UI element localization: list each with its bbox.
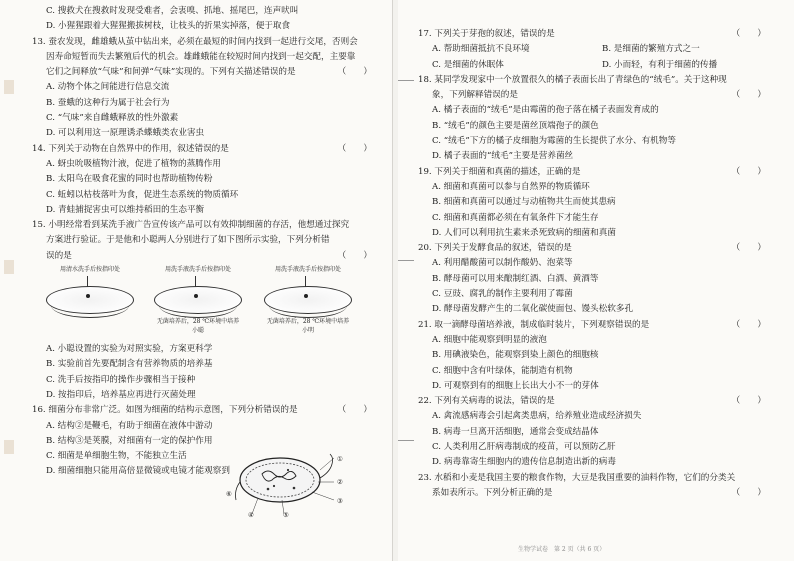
binding-mark: [4, 440, 14, 454]
answer-blank[interactable]: （ ）: [731, 90, 766, 101]
answer-option: [418, 455, 772, 470]
answer-blank[interactable]: （ ）: [731, 29, 766, 39]
question-stem: [418, 27, 772, 42]
line-text: B. 太阳鸟在吸食花蜜的同时也帮助植物传粉: [46, 174, 213, 185]
answer-blank[interactable]: （ ）: [337, 250, 372, 261]
question-continuation: [32, 65, 378, 80]
diagram-label: ⑤: [283, 511, 289, 519]
right-column: [418, 27, 772, 501]
question-stem: [32, 218, 378, 233]
answer-option: [418, 409, 772, 424]
line-text: A. 动物个体之间能进行信息交流: [46, 82, 170, 93]
line-text: C. 搜救犬在搜救时发现受难者，会衷嗅、抓地、摇尾巴，连声吠叫: [46, 6, 299, 16]
answer-option: [32, 96, 378, 111]
binding-mark: [4, 80, 14, 94]
line-text: 因寿命短暂而失去繁殖后代的机会。雄雌蛾能在较短时间内找到一起交配，主要靠: [46, 51, 356, 62]
question-continuation: [418, 88, 772, 103]
line-text: D. 橘子表面的“绒毛”主要是营养菌丝: [432, 151, 574, 162]
answer-option: [418, 440, 772, 455]
answer-blank[interactable]: （ ）: [731, 166, 766, 177]
right-page: [398, 0, 794, 561]
answer-option: [418, 364, 772, 379]
question-continuation: [32, 249, 378, 264]
answer-blank[interactable]: （ ）: [731, 243, 766, 254]
line-text: 23. 水稻和小麦是我国主要的粮食作物，大豆是我国重要的油料作物，它们的分类关: [418, 472, 736, 483]
line-text: B. “绒毛”的颜色主要是菌丝顶端孢子的颜色: [432, 120, 599, 131]
answer-option: [418, 256, 772, 271]
line-text: 16. 细菌分布非常广泛。如图为细菌的结构示意图，下列分析错误的是: [32, 405, 298, 416]
answer-option: [32, 126, 378, 141]
dish-plate: [46, 286, 134, 314]
binding-mark: [4, 260, 14, 274]
question-stem: [32, 142, 378, 157]
answer-option: [32, 357, 378, 372]
answer-blank[interactable]: （ ）: [731, 319, 766, 330]
line-text: A. 细胞中能观察到明显的液泡: [432, 334, 547, 345]
answer-option: [32, 188, 378, 203]
petri-dish: [42, 266, 138, 338]
dish-caption: 用洗手液洗手后按指印处: [274, 266, 341, 274]
line-text: A. 禽流感病毒会引起禽类患病，给养殖业造成经济损失: [432, 411, 642, 422]
answer-option: [418, 425, 772, 440]
line-text: 14. 下列关于动物在自然界中的作用，叙述错误的是: [32, 143, 229, 154]
line-text: 21. 取一滴酵母菌培养液，制成临时装片，下列观察错误的是: [418, 319, 650, 330]
dish-note: 无菌培养后，28 ℃环境中培养: [156, 318, 240, 326]
option-text: C. 是细菌的休眠体: [432, 59, 504, 70]
line-text: 18. 某同学发现家中一个放置很久的橘子表面长出了青绿色的“绒毛”。关于这种现: [418, 74, 727, 85]
line-text: C. 细胞中含有叶绿体，能制造有机物: [432, 365, 573, 376]
answer-option: [32, 203, 378, 218]
line-text: 20. 下列关于发酵食品的叙述，错误的是: [418, 243, 572, 254]
diagram-label: ④: [248, 511, 254, 519]
option-text: A. 帮助细菌抵抗不良环境: [432, 44, 530, 55]
answer-option: [418, 302, 772, 317]
answer-blank[interactable]: （ ）: [337, 67, 372, 78]
petri-dish: [150, 266, 246, 338]
question-continuation: [32, 50, 378, 65]
line-text: C. 豆豉、腐乳的制作主要利用了霉菌: [432, 289, 573, 300]
question-stem: [32, 403, 378, 418]
question-continuation: [418, 486, 772, 501]
line-text: 22. 下列有关病毒的说法，错误的是: [418, 396, 555, 407]
line-text: 误的是: [46, 250, 72, 261]
line-text: C. 细菌和真菌都必须在有氧条件下才能生存: [432, 212, 599, 223]
line-text: D. 细菌细胞只能用高倍显微镜或电镜才能观察到: [46, 466, 230, 477]
line-text: C. “绒毛”下方的橘子皮细胞为霉菌的生长提供了水分、有机物等: [432, 136, 676, 147]
answer-option: [32, 388, 378, 403]
line-text: C. 洗手后按指印的操作步骤相当于接种: [46, 374, 196, 385]
diagram-label: ⑥: [226, 490, 232, 498]
answer-option: [418, 195, 772, 210]
answer-option: [32, 342, 378, 357]
petri-dish-figure: [32, 266, 378, 338]
answer-option: [32, 111, 378, 126]
line-text: B. 酵母菌可以用来酿制红酒、白酒、黄酒等: [432, 273, 599, 284]
line-text: B. 结构③是荚膜，对细菌有一定的保护作用: [46, 435, 213, 446]
dish-owner: 小聪: [191, 327, 204, 335]
line-text: D. 小猩猩跟着大猩猩搬拔树枝，让枝头的折果实掉落，便于取食: [46, 21, 291, 32]
answer-option: [418, 272, 772, 287]
answer-blank[interactable]: （ ）: [731, 487, 766, 498]
question-stem: [32, 35, 378, 50]
left-page: [0, 0, 392, 561]
question-stem: [418, 318, 772, 333]
line-text: B. 用碘液染色，能观察到染上颜色的细胞核: [432, 350, 599, 361]
dish-plate: [154, 286, 242, 314]
answer-option: [32, 157, 378, 172]
line-text: A. 蚜虫吮吸植物汁液，促进了植物的蒸腾作用: [46, 158, 221, 169]
line-text: C. 人类利用乙肝病毒制成的疫苗，可以预防乙肝: [432, 442, 616, 453]
diagram-label: ③: [337, 497, 343, 505]
diagram-label: ①: [337, 455, 343, 463]
option-text: D. 小而轻，有利于细菌的传播: [602, 59, 718, 70]
answer-option: [32, 4, 378, 19]
line-text: 系如表所示。下列分析正确的是: [432, 487, 553, 498]
line-text: C. 蚯蚓以枯枝落叶为食，促进生态系统的物质循环: [46, 189, 239, 200]
line-text: 它们之间释放“气味”和间弹“气味”实现的。下列有关描述错误的是: [46, 67, 296, 78]
line-text: B. 蚕蛾的这种行为属于社会行为: [46, 97, 170, 108]
petri-dish: [260, 266, 356, 338]
page-footer: 生物学试卷 第 2 页（共 6 页）: [518, 545, 606, 553]
line-text: 17. 下列关于芽孢的叙述，错误的是: [418, 29, 555, 39]
answer-blank[interactable]: （ ）: [337, 143, 372, 154]
dish-note: 无菌培养后，28 ℃环境中培养: [266, 318, 350, 326]
diagram-label: ②: [337, 478, 343, 486]
answer-option: [32, 172, 378, 187]
line-text: B. 病毒一旦离开活细胞，通常会变成结晶体: [432, 426, 599, 437]
line-text: C. 细菌是单细胞生物，不能独立生活: [46, 451, 187, 462]
question-stem: [418, 241, 772, 256]
line-text: D. 病毒靠寄生细胞内的遗传信息制造出新的病毒: [432, 457, 616, 468]
answer-option: [418, 103, 772, 118]
answer-option: [418, 180, 772, 195]
line-text: D. 可以利用这一原理诱杀蝶蛾类农业害虫: [46, 128, 205, 139]
answer-option: [32, 419, 378, 434]
dish-caption: 用洗手液洗手后按指印处: [164, 266, 231, 274]
left-column: [32, 4, 378, 480]
line-text: A. 结构②是鞭毛，有助于细菌在液体中游动: [46, 420, 213, 431]
dish-caption: 用清水洗手后按指印处: [59, 266, 120, 274]
answer-option: [418, 226, 772, 241]
line-text: A. 小聪设置的实验为对照实验，方案更科学: [46, 344, 213, 355]
line-text: 象，下列解释错误的是: [432, 90, 518, 101]
line-text: B. 细菌和真菌可以通过与动植物共生而使其患病: [432, 197, 616, 208]
line-text: A. 细菌和真菌可以参与自然界的物质循环: [432, 181, 590, 192]
line-text: D. 青蛙捕捉害虫可以维持稻田的生态平衡: [46, 204, 205, 215]
answer-blank[interactable]: （ ）: [731, 396, 766, 407]
answer-option: [32, 19, 378, 34]
answer-option: [418, 379, 772, 394]
line-text: 19. 下列关于细菌和真菌的描述，正确的是: [418, 166, 581, 177]
option-text: B. 是细菌的繁殖方式之一: [602, 44, 700, 55]
answer-blank[interactable]: （ ）: [337, 405, 372, 416]
question-stem: [418, 73, 772, 88]
line-text: D. 酵母菌发酵产生的二氧化碳使面包、馒头松软多孔: [432, 304, 634, 315]
bacteria-structure-diagram: [232, 440, 342, 520]
line-text: A. 橘子表面的“绒毛”是由霉菌的孢子落在橘子表面发育成的: [432, 105, 659, 116]
line-text: A. 利用醋酸菌可以制作酸奶、泡菜等: [432, 258, 573, 269]
line-text: D. 人们可以利用抗生素来杀死致病的细菌和真菌: [432, 227, 616, 238]
answer-option: [418, 119, 772, 134]
line-text: 方案进行验证。于是他和小聪两人分别进行了如下图所示实验，下列分析错: [46, 235, 330, 246]
line-text: 15. 小明经常看到某洗手液广告宣传该产品可以有效抑制细菌的存活，他想通过探究: [32, 220, 350, 231]
line-text: D. 按指印后，培养基应再进行灭菌处理: [46, 389, 196, 400]
line-text: 13. 蚕农发现，雌雄蛾从茧中钻出来，必须在最短的时间内找到一起进行交尾，否则会: [32, 36, 358, 47]
question-stem: [418, 165, 772, 180]
question-continuation: [32, 233, 378, 248]
line-text: C. “气味”来自雌蛾释放的性外激素: [46, 113, 179, 124]
question-stem: [418, 394, 772, 409]
option-pair: [418, 58, 772, 73]
line-text: D. 可观察到有的细胞上长出大小不一的芽体: [432, 380, 599, 391]
option-pair: [418, 42, 772, 57]
answer-option: [418, 348, 772, 363]
answer-option: [418, 211, 772, 226]
dish-plate: [264, 286, 352, 314]
answer-option: [418, 333, 772, 348]
answer-option: [32, 373, 378, 388]
answer-option: [32, 80, 378, 95]
dish-owner: 小明: [301, 327, 314, 335]
answer-option: [418, 149, 772, 164]
answer-option: [418, 134, 772, 149]
answer-option: [418, 287, 772, 302]
line-text: B. 实验前首先要配制含有营养物质的培养基: [46, 359, 213, 370]
question-stem: [418, 471, 772, 486]
